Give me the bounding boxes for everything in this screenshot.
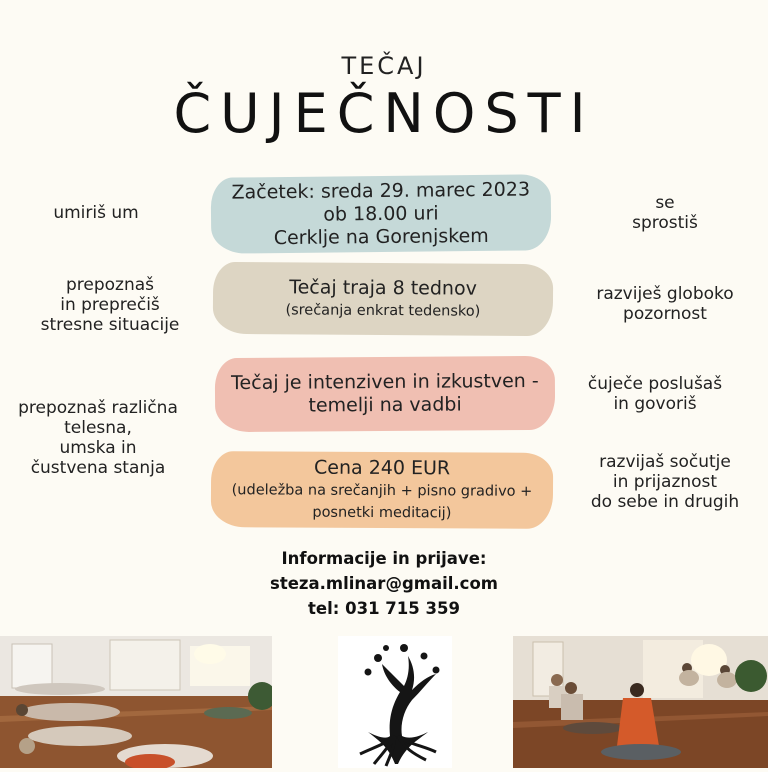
- duration-line: Tečaj traja 8 tednov: [289, 275, 477, 300]
- group-sitting-meditation-photo: [513, 636, 768, 768]
- price-includes-line-2: posnetki meditacij): [312, 504, 452, 521]
- group-lying-meditation-photo: [0, 636, 272, 768]
- price-line: Cena 240 EUR: [313, 456, 451, 479]
- intensity-line-1: Tečaj je intenziven in izkustven -: [231, 369, 539, 395]
- duration-info-box: [213, 262, 553, 336]
- left-benefit-2: prepoznaš in preprečiš stresne situacije: [40, 275, 180, 335]
- right-benefit-4: razvijaš sočutje in prijaznost do sebe in drugih: [590, 452, 740, 512]
- price-includes-line-1: (udeležba na srečanjih + pisno gradivo +: [231, 481, 533, 500]
- intensity-info-box: [215, 356, 556, 432]
- start-info-box: [211, 174, 552, 254]
- contact-phone[interactable]: tel: 031 715 359: [308, 599, 460, 618]
- intensity-line-2: temelji na vadbi: [308, 393, 462, 417]
- right-benefit-2: razviješ globoko pozornost: [596, 284, 734, 324]
- course-title: ČUJEČNOSTI: [173, 82, 595, 145]
- left-benefit-1: umiriš um: [53, 203, 139, 223]
- start-time-line: ob 18.00 uri: [323, 201, 439, 226]
- right-benefit-3: čuječe poslušaš in govoriš: [587, 374, 723, 414]
- contact-email[interactable]: steza.mlinar@gmail.com: [270, 574, 498, 593]
- contact-heading: Informacije in prijave:: [281, 549, 487, 568]
- right-benefit-1: se sprostiš: [632, 193, 698, 233]
- location-line: Cerklje na Gorenjskem: [273, 224, 489, 249]
- price-info-box: [211, 451, 553, 529]
- tree-roots-logo: [338, 636, 452, 768]
- start-date-line: Začetek: sreda 29. marec 2023: [231, 177, 531, 204]
- course-subtitle: TEČAJ: [341, 52, 427, 80]
- contact-block: [0, 546, 768, 621]
- frequency-line: (srečanja enkrat tedensko): [285, 301, 481, 320]
- left-benefit-3: prepoznaš različna telesna, umska in čustvena stanja: [18, 398, 178, 478]
